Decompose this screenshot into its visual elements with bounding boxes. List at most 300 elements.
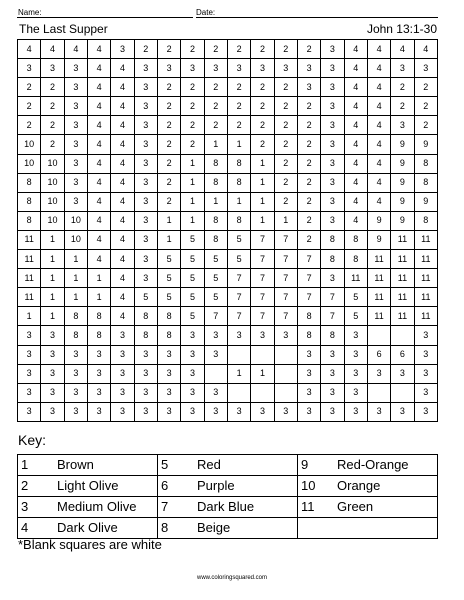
key-title: Key: (18, 432, 47, 448)
grid-cell: 1 (157, 230, 180, 249)
grid-row (18, 192, 438, 211)
grid-cell: 3 (64, 97, 87, 116)
grid-cell: 1 (64, 250, 87, 269)
grid-cell: 1 (87, 288, 110, 307)
grid-cell: 10 (41, 173, 64, 192)
grid-cell: 2 (157, 154, 180, 173)
key-entry (298, 455, 438, 476)
grid-cell: 4 (87, 40, 110, 59)
grid-cell: 3 (87, 402, 110, 421)
grid-cell: 2 (297, 116, 320, 135)
grid-cell: 2 (41, 97, 64, 116)
grid-cell: 3 (41, 59, 64, 78)
grid-cell (391, 383, 414, 402)
key-number: 4 (21, 520, 29, 535)
grid-cell: 3 (134, 402, 157, 421)
grid-cell: 8 (297, 307, 320, 326)
grid-cell: 3 (157, 345, 180, 364)
grid-cell: 3 (204, 326, 227, 345)
grid-cell: 1 (41, 250, 64, 269)
grid-cell: 4 (344, 40, 367, 59)
grid-cell: 4 (87, 97, 110, 116)
grid-cell: 3 (297, 364, 320, 383)
grid-cell: 3 (274, 59, 297, 78)
grid-cell: 3 (321, 59, 344, 78)
grid-cell: 3 (134, 97, 157, 116)
key-entry (158, 497, 298, 518)
grid-cell: 4 (367, 40, 390, 59)
scripture-reference: John 13:1-30 (366, 22, 437, 36)
grid-cell: 8 (157, 307, 180, 326)
grid-cell: 4 (367, 78, 390, 97)
key-entry (158, 476, 298, 497)
grid-cell (274, 383, 297, 402)
grid-cell: 11 (414, 288, 437, 307)
grid-cell: 8 (414, 154, 437, 173)
grid-cell: 1 (251, 211, 274, 230)
grid-cell: 11 (391, 269, 414, 288)
grid-cell (251, 345, 274, 364)
grid-cell: 5 (227, 230, 250, 249)
grid-row (18, 154, 438, 173)
grid-cell: 4 (367, 135, 390, 154)
grid-cell: 8 (18, 192, 41, 211)
grid-cell: 3 (41, 383, 64, 402)
grid-cell: 7 (297, 269, 320, 288)
grid-row (18, 173, 438, 192)
grid-cell: 2 (227, 78, 250, 97)
grid-cell: 3 (41, 345, 64, 364)
grid-cell: 8 (134, 307, 157, 326)
grid-cell: 3 (367, 402, 390, 421)
grid-cell: 3 (251, 402, 274, 421)
grid-cell: 1 (251, 192, 274, 211)
grid-cell: 2 (274, 40, 297, 59)
grid-cell: 2 (204, 40, 227, 59)
grid-cell: 11 (367, 269, 390, 288)
key-color-name: Light Olive (57, 478, 119, 493)
grid-cell (227, 383, 250, 402)
grid-cell: 3 (321, 269, 344, 288)
grid-cell: 3 (321, 192, 344, 211)
grid-cell: 3 (64, 364, 87, 383)
grid-cell: 3 (111, 402, 134, 421)
key-number: 1 (21, 457, 29, 472)
color-key-table (17, 454, 438, 539)
grid-cell: 4 (87, 78, 110, 97)
grid-cell: 2 (297, 192, 320, 211)
grid-cell: 4 (367, 192, 390, 211)
grid-cell: 2 (274, 78, 297, 97)
grid-cell: 7 (274, 307, 297, 326)
grid-cell: 8 (414, 173, 437, 192)
grid-cell: 1 (181, 173, 204, 192)
grid-cell: 3 (344, 345, 367, 364)
grid-cell: 7 (321, 307, 344, 326)
key-number: 6 (161, 478, 169, 493)
grid-cell: 5 (204, 288, 227, 307)
grid-cell: 2 (157, 116, 180, 135)
grid-cell: 2 (391, 97, 414, 116)
grid-cell: 7 (251, 288, 274, 307)
grid-cell: 7 (251, 269, 274, 288)
grid-cell: 3 (134, 250, 157, 269)
grid-cell: 7 (274, 250, 297, 269)
grid-cell: 4 (87, 192, 110, 211)
key-number: 11 (301, 499, 315, 514)
grid-cell: 8 (344, 230, 367, 249)
key-row (18, 476, 438, 497)
key-color-name: Red (197, 457, 221, 472)
grid-cell: 3 (321, 40, 344, 59)
grid-cell: 3 (181, 402, 204, 421)
key-entry (298, 518, 438, 539)
grid-cell: 4 (367, 59, 390, 78)
grid-cell: 4 (111, 173, 134, 192)
grid-cell: 7 (274, 230, 297, 249)
key-row (18, 497, 438, 518)
grid-cell: 9 (391, 211, 414, 230)
grid-cell: 8 (227, 154, 250, 173)
grid-cell: 3 (157, 364, 180, 383)
grid-cell: 4 (111, 288, 134, 307)
grid-cell: 2 (297, 154, 320, 173)
grid-cell: 1 (87, 269, 110, 288)
grid-cell: 11 (391, 250, 414, 269)
grid-cell: 3 (227, 59, 250, 78)
grid-cell: 7 (251, 250, 274, 269)
grid-cell: 1 (181, 211, 204, 230)
grid-cell: 3 (344, 326, 367, 345)
grid-cell: 1 (64, 288, 87, 307)
grid-cell: 5 (227, 250, 250, 269)
grid-cell: 5 (204, 269, 227, 288)
grid-cell: 3 (204, 402, 227, 421)
grid-cell: 11 (414, 230, 437, 249)
grid-cell: 3 (134, 230, 157, 249)
grid-cell: 2 (157, 192, 180, 211)
key-number: 2 (21, 478, 29, 493)
grid-cell: 2 (414, 97, 437, 116)
grid-cell (367, 326, 390, 345)
grid-cell: 8 (157, 326, 180, 345)
grid-cell: 3 (321, 364, 344, 383)
grid-cell: 3 (321, 211, 344, 230)
grid-cell: 10 (41, 154, 64, 173)
grid-cell: 2 (297, 97, 320, 116)
grid-cell: 7 (227, 307, 250, 326)
grid-cell: 2 (274, 192, 297, 211)
grid-cell: 3 (391, 402, 414, 421)
grid-cell: 11 (18, 269, 41, 288)
grid-cell: 6 (391, 345, 414, 364)
grid-cell: 4 (111, 116, 134, 135)
grid-cell: 3 (297, 59, 320, 78)
grid-cell: 4 (344, 211, 367, 230)
grid-cell: 8 (227, 211, 250, 230)
grid-row (18, 269, 438, 288)
key-entry (18, 518, 158, 539)
grid-row (18, 135, 438, 154)
grid-cell: 3 (134, 383, 157, 402)
key-number: 9 (301, 457, 309, 472)
grid-cell: 2 (157, 97, 180, 116)
grid-cell: 2 (227, 116, 250, 135)
grid-cell: 3 (134, 116, 157, 135)
grid-cell: 3 (111, 364, 134, 383)
key-number: 3 (21, 499, 29, 514)
grid-cell: 4 (111, 59, 134, 78)
grid-cell: 2 (41, 78, 64, 97)
grid-cell: 3 (414, 364, 437, 383)
grid-row (18, 288, 438, 307)
grid-cell: 5 (204, 250, 227, 269)
grid-cell: 11 (367, 250, 390, 269)
grid-cell: 2 (274, 97, 297, 116)
grid-cell: 9 (414, 135, 437, 154)
grid-cell: 3 (64, 173, 87, 192)
key-entry (18, 497, 158, 518)
grid-cell: 4 (87, 154, 110, 173)
color-by-number-grid (17, 39, 438, 422)
grid-cell: 3 (414, 345, 437, 364)
grid-cell: 5 (181, 288, 204, 307)
grid-cell: 7 (251, 230, 274, 249)
grid-cell: 5 (181, 307, 204, 326)
grid-cell: 4 (111, 78, 134, 97)
grid-cell: 8 (18, 173, 41, 192)
grid-cell: 3 (64, 345, 87, 364)
grid-cell: 2 (41, 116, 64, 135)
grid-cell: 2 (157, 135, 180, 154)
grid-cell: 1 (41, 230, 64, 249)
grid-cell: 9 (367, 211, 390, 230)
grid-cell: 1 (18, 307, 41, 326)
grid-cell: 3 (391, 364, 414, 383)
grid-cell: 1 (41, 307, 64, 326)
grid-cell: 3 (227, 326, 250, 345)
grid-cell: 3 (111, 40, 134, 59)
grid-cell: 10 (64, 211, 87, 230)
grid-cell: 11 (344, 269, 367, 288)
grid-cell: 3 (204, 345, 227, 364)
grid-cell: 8 (344, 250, 367, 269)
grid-cell: 3 (414, 59, 437, 78)
grid-cell: 8 (134, 326, 157, 345)
grid-cell: 3 (414, 402, 437, 421)
grid-cell: 3 (87, 345, 110, 364)
grid-cell: 4 (111, 192, 134, 211)
grid-cell: 1 (41, 288, 64, 307)
grid-cell: 3 (297, 402, 320, 421)
grid-cell: 9 (367, 230, 390, 249)
name-label: Name: (18, 8, 42, 17)
grid-cell: 4 (111, 250, 134, 269)
grid-cell: 8 (204, 211, 227, 230)
grid-cell: 3 (414, 383, 437, 402)
key-color-name: Green (337, 499, 374, 514)
grid-cell: 3 (134, 192, 157, 211)
date-line (196, 17, 438, 18)
grid-cell: 2 (414, 116, 437, 135)
grid-cell: 2 (181, 135, 204, 154)
grid-cell: 9 (391, 173, 414, 192)
grid-cell: 11 (414, 307, 437, 326)
grid-cell: 3 (321, 116, 344, 135)
grid-cell: 2 (181, 40, 204, 59)
grid-cell: 4 (344, 192, 367, 211)
grid-cell: 3 (111, 345, 134, 364)
grid-cell: 7 (227, 269, 250, 288)
grid-cell: 11 (367, 307, 390, 326)
grid-cell: 7 (274, 288, 297, 307)
grid-cell: 1 (227, 135, 250, 154)
grid-cell: 3 (181, 345, 204, 364)
grid-cell: 10 (18, 135, 41, 154)
grid-cell: 3 (87, 383, 110, 402)
footer-url: www.coloringsquared.com (196, 575, 268, 581)
grid-row (18, 250, 438, 269)
grid-cell: 3 (274, 402, 297, 421)
grid-cell: 4 (111, 307, 134, 326)
grid-cell: 2 (18, 97, 41, 116)
grid-cell: 3 (344, 383, 367, 402)
grid-cell: 1 (274, 211, 297, 230)
grid-cell: 3 (134, 269, 157, 288)
grid-cell: 7 (204, 307, 227, 326)
grid-cell: 4 (87, 250, 110, 269)
grid-cell: 3 (134, 173, 157, 192)
key-color-name: Dark Blue (197, 499, 255, 514)
grid-cell: 2 (297, 211, 320, 230)
grid-cell: 2 (297, 135, 320, 154)
grid-cell: 1 (204, 192, 227, 211)
grid-cell: 3 (321, 154, 344, 173)
grid-cell: 4 (367, 116, 390, 135)
grid-cell: 2 (204, 78, 227, 97)
grid-cell: 2 (297, 230, 320, 249)
key-entry (18, 476, 158, 497)
grid-cell: 8 (321, 230, 344, 249)
grid-cell: 4 (344, 135, 367, 154)
grid-cell (227, 345, 250, 364)
grid-cell: 2 (297, 173, 320, 192)
grid-cell: 3 (64, 116, 87, 135)
grid-cell: 3 (157, 59, 180, 78)
key-row (18, 455, 438, 476)
grid-cell: 3 (181, 59, 204, 78)
grid-cell: 2 (251, 135, 274, 154)
grid-cell: 3 (87, 364, 110, 383)
grid-cell: 4 (344, 154, 367, 173)
grid-row (18, 59, 438, 78)
grid-cell: 3 (297, 383, 320, 402)
grid-cell: 7 (251, 307, 274, 326)
grid-cell: 3 (134, 135, 157, 154)
grid-cell: 5 (344, 288, 367, 307)
grid-cell: 4 (87, 59, 110, 78)
grid-cell: 3 (41, 364, 64, 383)
grid-cell: 3 (134, 364, 157, 383)
grid-cell (367, 383, 390, 402)
grid-cell (204, 364, 227, 383)
key-row (18, 518, 438, 539)
page-title: The Last Supper (19, 22, 108, 36)
grid-cell: 3 (181, 326, 204, 345)
grid-cell: 5 (181, 250, 204, 269)
grid-cell: 5 (181, 230, 204, 249)
grid-cell: 2 (181, 97, 204, 116)
grid-cell: 2 (227, 97, 250, 116)
grid-cell (274, 364, 297, 383)
grid-cell: 11 (414, 269, 437, 288)
grid-cell: 4 (18, 40, 41, 59)
grid-cell: 8 (204, 230, 227, 249)
grid-cell: 5 (134, 288, 157, 307)
key-color-name: Red-Orange (337, 457, 409, 472)
grid-row (18, 402, 438, 421)
grid-cell: 1 (251, 154, 274, 173)
grid-cell: 2 (41, 135, 64, 154)
key-entry (18, 455, 158, 476)
grid-cell: 3 (157, 383, 180, 402)
grid-cell: 11 (414, 250, 437, 269)
key-color-name: Purple (197, 478, 235, 493)
grid-cell: 3 (321, 135, 344, 154)
grid-cell: 3 (181, 383, 204, 402)
grid-cell: 4 (87, 116, 110, 135)
key-color-name: Beige (197, 520, 231, 535)
grid-cell: 2 (414, 78, 437, 97)
grid-cell: 4 (111, 230, 134, 249)
grid-cell: 3 (321, 173, 344, 192)
grid-cell: 10 (64, 230, 87, 249)
grid-cell: 4 (344, 116, 367, 135)
grid-cell: 3 (274, 326, 297, 345)
grid-cell: 11 (391, 307, 414, 326)
grid-cell: 5 (344, 307, 367, 326)
grid-cell: 3 (321, 402, 344, 421)
grid-cell: 7 (274, 269, 297, 288)
key-entry (298, 476, 438, 497)
grid-cell: 3 (297, 78, 320, 97)
grid-cell: 1 (181, 154, 204, 173)
grid-cell: 4 (111, 154, 134, 173)
grid-cell: 1 (41, 269, 64, 288)
grid-cell: 5 (157, 250, 180, 269)
grid-cell: 3 (18, 59, 41, 78)
grid-cell: 3 (414, 326, 437, 345)
grid-cell: 3 (251, 59, 274, 78)
grid-cell: 4 (111, 211, 134, 230)
grid-cell: 8 (414, 211, 437, 230)
grid-cell: 2 (297, 40, 320, 59)
grid-cell: 3 (64, 135, 87, 154)
grid-cell: 3 (321, 383, 344, 402)
grid-cell: 2 (181, 78, 204, 97)
key-number: 5 (161, 457, 169, 472)
grid-row (18, 230, 438, 249)
grid-cell: 4 (87, 135, 110, 154)
grid-cell: 3 (321, 97, 344, 116)
grid-cell: 3 (18, 326, 41, 345)
grid-cell: 3 (134, 154, 157, 173)
grid-cell: 4 (41, 40, 64, 59)
key-color-name: Brown (57, 457, 94, 472)
grid-cell: 4 (111, 269, 134, 288)
grid-cell: 2 (274, 116, 297, 135)
grid-cell: 2 (181, 116, 204, 135)
